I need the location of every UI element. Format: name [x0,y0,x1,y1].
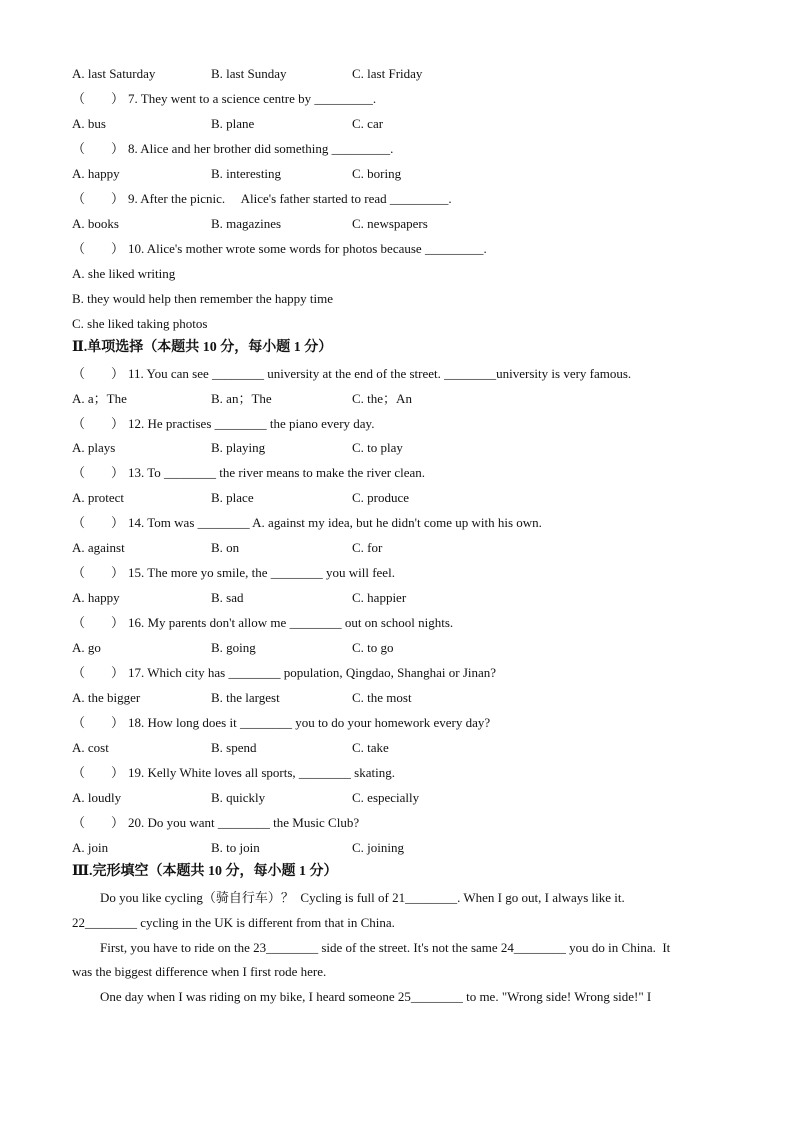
answer-paren: （ ） [72,765,125,780]
q6-option-c: C. last Friday [352,66,423,81]
question-text: 16. My parents don't allow me ________ out on school nights. [128,615,454,630]
q8-option-c: C. boring [352,166,402,181]
q14-option-a: A. against [72,540,125,555]
answer-paren: （ ） [72,715,125,730]
q13-option-b: B. place [211,490,254,505]
q11-option-b: B. an；The [211,391,272,406]
question-16 [72,615,453,631]
passage-line: was the biggest difference when I first rode here. [72,964,327,979]
q13-option-c: C. produce [352,490,410,505]
q10-option-a: A. she liked writing [72,266,176,281]
question-8 [72,141,393,157]
question-text: 12. He practises ________ the piano every day. [128,416,375,431]
question-text: 10. Alice's mother wrote some words for photos because _________. [128,241,487,256]
q16-option-b: B. going [211,640,256,655]
q10-option-c: C. she liked taking photos [72,316,208,331]
section-2-heading: Ⅱ.单项选择（本题共 10 分，每小题 1 分） [72,340,333,355]
question-10 [72,241,487,257]
question-text: 14. Tom was ________ A. against my idea, but he didn't come up with his own. [128,515,542,530]
question-9 [72,191,452,207]
answer-paren: （ ） [72,565,125,580]
q14-option-c: C. for [352,540,383,555]
question-text: 9. After the picnic. Alice's father started to read _________. [128,191,452,206]
q17-option-a: A. the bigger [72,690,141,705]
q18-option-c: C. take [352,740,389,755]
q19-option-a: A. loudly [72,790,122,805]
q20-option-b: B. to join [211,840,260,855]
q18-option-a: A. cost [72,740,109,755]
q16-option-a: A. go [72,640,101,655]
question-text: 20. Do you want ________ the Music Club? [128,815,360,830]
answer-paren: （ ） [72,416,125,431]
q7-option-b: B. plane [211,116,255,131]
question-text: 15. The more yo smile, the ________ you will feel. [128,565,395,580]
answer-paren: （ ） [72,141,125,156]
q12-option-b: B. playing [211,440,266,455]
answer-paren: （ ） [72,665,125,680]
q15-option-a: A. happy [72,590,120,605]
question-12 [72,416,374,432]
answer-paren: （ ） [72,815,125,830]
q12-option-c: C. to play [352,440,403,455]
q17-option-b: B. the largest [211,690,280,705]
question-text: 19. Kelly White loves all sports, ________ skating. [128,765,395,780]
answer-paren: （ ） [72,191,125,206]
passage-line: 22________ cycling in the UK is different from that in China. [72,915,395,930]
question-7 [72,91,376,107]
q10-option-b: B. they would help then remember the happy time [72,291,334,306]
q18-option-b: B. spend [211,740,257,755]
q11-option-c: C. the；An [352,391,412,406]
q8-option-a: A. happy [72,166,120,181]
q7-option-a: A. bus [72,116,106,131]
question-text: 18. How long does it ________ you to do your homework every day? [128,715,491,730]
q13-option-a: A. protect [72,490,124,505]
answer-paren: （ ） [72,615,125,630]
q6-option-b: B. last Sunday [211,66,287,81]
q14-option-b: B. on [211,540,240,555]
q15-option-b: B. sad [211,590,244,605]
passage-line: Do you like cycling（骑自行车）？ Cycling is full of 21________. When I go out, I always like it. [100,890,625,905]
question-text: 11. You can see ________ university at the end of the street. ________university is very famous. [128,366,632,381]
q15-option-c: C. happier [352,590,407,605]
question-text: 8. Alice and her brother did something _________. [128,141,394,156]
question-14 [72,515,542,531]
question-text: 17. Which city has ________ population, Qingdao, Shanghai or Jinan? [128,665,497,680]
question-11 [72,366,631,382]
question-17 [72,665,496,681]
answer-paren: （ ） [72,465,125,480]
question-13 [72,465,425,481]
passage-line: First, you have to ride on the 23________ side of the street. It's not the same 24________ you do in China. It [100,940,671,955]
q11-option-a: A. a；The [72,391,127,406]
q7-option-c: C. car [352,116,384,131]
q20-option-c: C. joining [352,840,405,855]
q9-option-c: C. newspapers [352,216,428,231]
question-text: 7. They went to a science centre by _________. [128,91,377,106]
answer-paren: （ ） [72,91,125,106]
question-18 [72,715,490,731]
q17-option-c: C. the most [352,690,412,705]
q8-option-b: B. interesting [211,166,282,181]
q20-option-a: A. join [72,840,109,855]
answer-paren: （ ） [72,366,125,381]
q19-option-c: C. especially [352,790,420,805]
question-text: 13. To ________ the river means to make the river clean. [128,465,426,480]
passage-line: One day when I was riding on my bike, I heard someone 25________ to me. "Wrong side! Wrong side!" I [100,989,652,1004]
question-20 [72,815,359,831]
q9-option-b: B. magazines [211,216,282,231]
question-19 [72,765,395,781]
answer-paren: （ ） [72,241,125,256]
q6-option-a: A. last Saturday [72,66,156,81]
question-15 [72,565,395,581]
answer-paren: （ ） [72,515,125,530]
q9-option-a: A. books [72,216,119,231]
section-3-heading: Ⅲ.完形填空（本题共 10 分，每小题 1 分） [72,864,338,879]
q19-option-b: B. quickly [211,790,266,805]
q16-option-c: C. to go [352,640,394,655]
q12-option-a: A. plays [72,440,116,455]
